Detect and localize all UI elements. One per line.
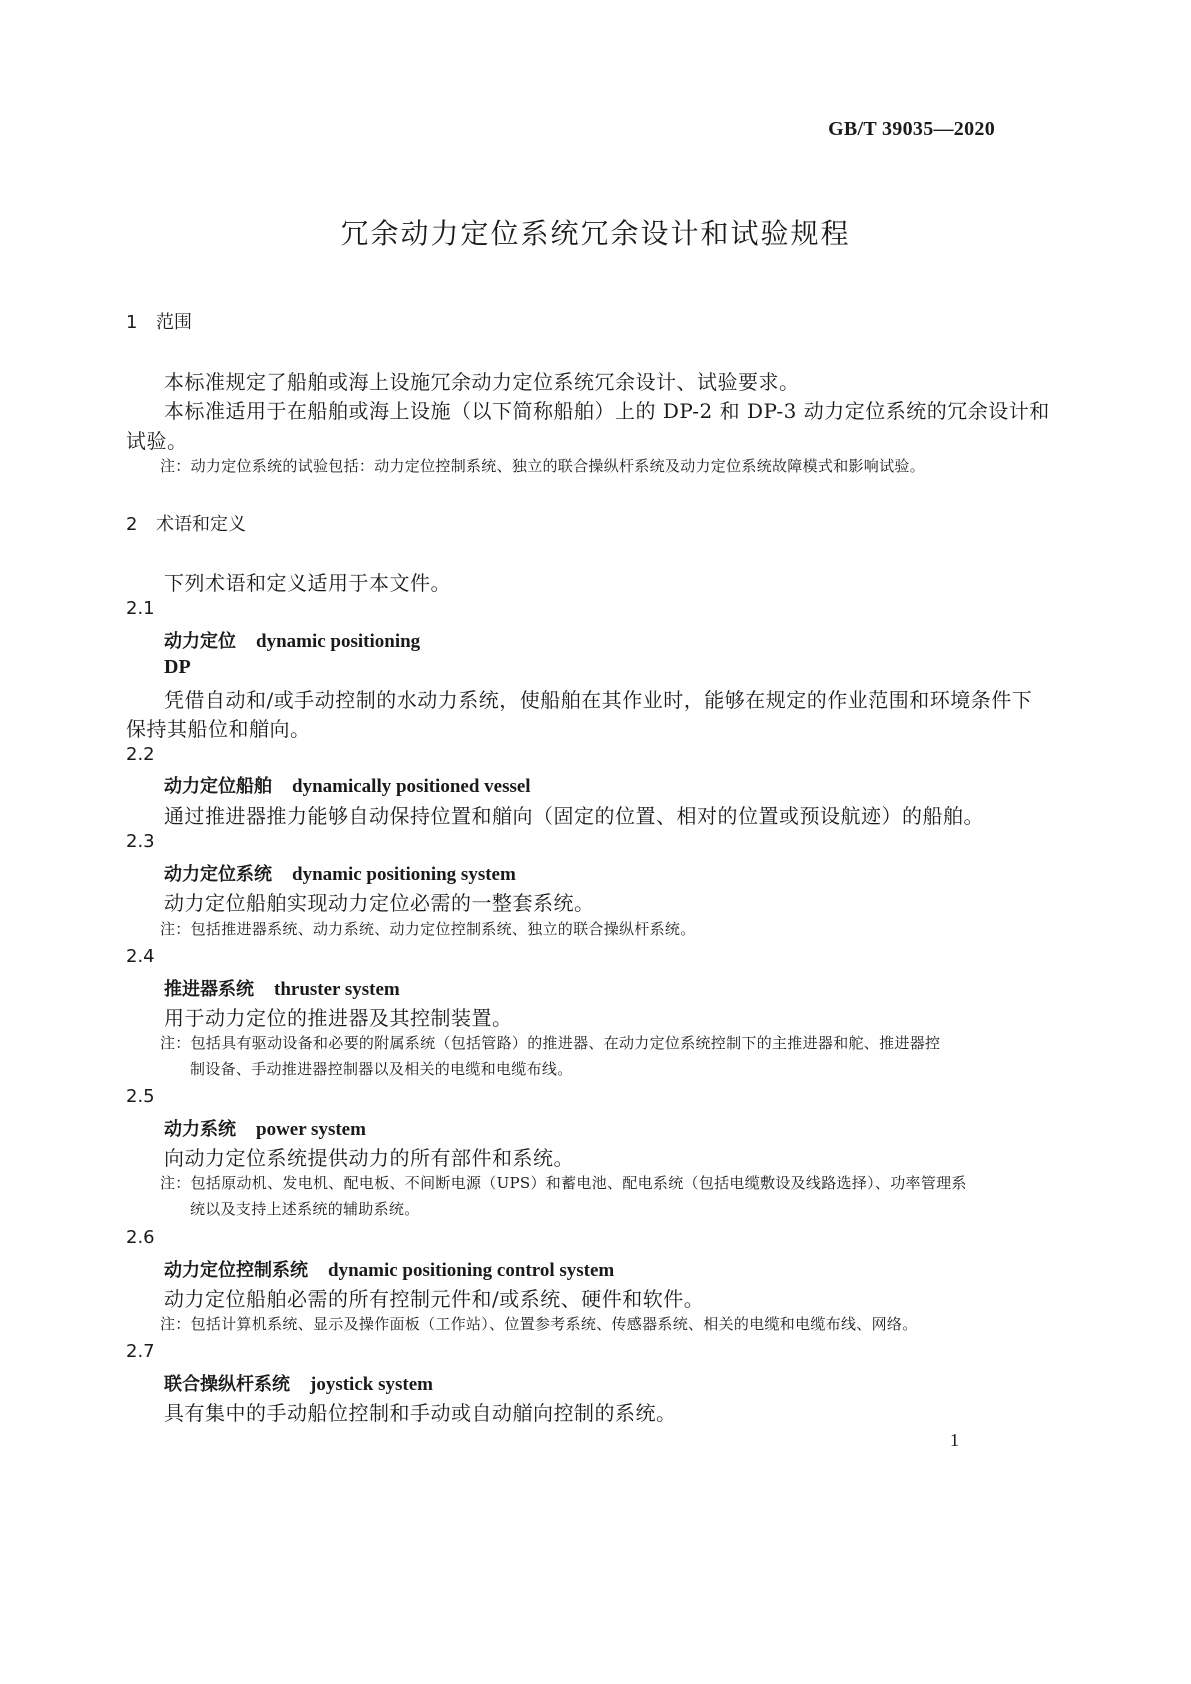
term-note: 注：包括计算机系统、显示及操作面板（工作站）、位置参考系统、传感器系统、相关的电缆和电缆布线、网络。 — [160, 1315, 918, 1333]
term-number: 2.5 — [126, 1086, 155, 1107]
term-definition-cont: 保持其船位和艏向。 — [126, 717, 311, 741]
term-definition: 用于动力定位的推进器及其控制装置。 — [164, 1006, 513, 1030]
term-heading — [164, 772, 531, 798]
section-1-heading — [126, 308, 192, 334]
term-definition: 动力定位船舶必需的所有控制元件和/或系统、硬件和软件。 — [164, 1287, 705, 1311]
section-title: 术语和定义 — [156, 514, 246, 535]
section-number: 1 — [126, 312, 138, 333]
term-zh: 动力定位船舶 — [164, 776, 272, 797]
term-zh: 推进器系统 — [164, 979, 254, 1000]
term-note: 注：包括推进器系统、动力系统、动力定位控制系统、独立的联合操纵杆系统。 — [160, 920, 696, 938]
term-heading — [164, 1370, 433, 1396]
term-en: thruster system — [274, 979, 400, 1000]
term-note: 注：包括原动机、发电机、配电板、不间断电源（UPS）和蓄电池、配电系统（包括电缆敷设及线路选择）、功率管理系 — [160, 1174, 967, 1192]
term-zh: 动力定位控制系统 — [164, 1260, 308, 1281]
term-zh: 联合操纵杆系统 — [164, 1374, 290, 1395]
term-note: 注：包括具有驱动设备和必要的附属系统（包括管路）的推进器、在动力定位系统控制下的主推进器和舵、推进器控 — [160, 1034, 941, 1052]
term-number: 2.3 — [126, 831, 155, 852]
term-definition: 通过推进器推力能够自动保持位置和艏向（固定的位置、相对的位置或预设航迹）的船舶。 — [164, 804, 984, 828]
term-number: 2.6 — [126, 1227, 155, 1248]
term-en: dynamic positioning — [256, 631, 421, 652]
term-number: 2.7 — [126, 1341, 155, 1362]
term-number: 2.4 — [126, 946, 155, 967]
term-number: 2.1 — [126, 598, 155, 619]
scope-paragraph-2: 本标准适用于在船舶或海上设施（以下简称船舶）上的 DP-2 和 DP-3 动力定位系统的冗余设计和 — [164, 399, 1050, 423]
term-en: dynamic positioning control system — [328, 1260, 615, 1281]
section-number: 2 — [126, 514, 138, 535]
section-title: 范围 — [156, 312, 192, 333]
section-2-heading — [126, 510, 246, 536]
scope-paragraph-2-cont: 试验。 — [126, 429, 188, 453]
terms-intro: 下列术语和定义适用于本文件。 — [164, 571, 451, 595]
term-zh: 动力定位系统 — [164, 864, 272, 885]
standard-number: GB/T 39035—2020 — [828, 118, 995, 140]
term-definition: 具有集中的手动船位控制和手动或自动艏向控制的系统。 — [164, 1401, 677, 1425]
term-en: dynamic positioning system — [292, 864, 516, 885]
page-number: 1 — [950, 1430, 959, 1450]
term-number: 2.2 — [126, 744, 155, 765]
document-title: 冗余动力定位系统冗余设计和试验规程 — [340, 217, 851, 250]
scope-paragraph-1: 本标准规定了船舶或海上设施冗余动力定位系统冗余设计、试验要求。 — [164, 370, 800, 394]
term-heading — [164, 860, 516, 886]
term-zh: 动力系统 — [164, 1119, 236, 1140]
term-definition: 动力定位船舶实现动力定位必需的一整套系统。 — [164, 891, 595, 915]
term-en: dynamically positioned vessel — [292, 776, 531, 797]
term-heading — [164, 1115, 366, 1141]
term-definition: 向动力定位系统提供动力的所有部件和系统。 — [164, 1146, 574, 1170]
term-en: joystick system — [310, 1374, 433, 1395]
term-en: power system — [256, 1119, 366, 1140]
term-zh: 动力定位 — [164, 631, 236, 652]
term-heading — [164, 627, 420, 653]
term-heading — [164, 975, 400, 1001]
term-definition: 凭借自动和/或手动控制的水动力系统，使船舶在其作业时，能够在规定的作业范围和环境条件下 — [164, 688, 1033, 712]
scope-note: 注：动力定位系统的试验包括：动力定位控制系统、独立的联合操纵杆系统及动力定位系统故障模式和影响试验。 — [160, 457, 926, 475]
term-heading — [164, 1256, 614, 1282]
term-abbreviation: DP — [164, 656, 191, 678]
term-note-cont: 制设备、手动推进器控制器以及相关的电缆和电缆布线。 — [190, 1060, 573, 1078]
term-note-cont: 统以及支持上述系统的辅助系统。 — [190, 1200, 420, 1218]
